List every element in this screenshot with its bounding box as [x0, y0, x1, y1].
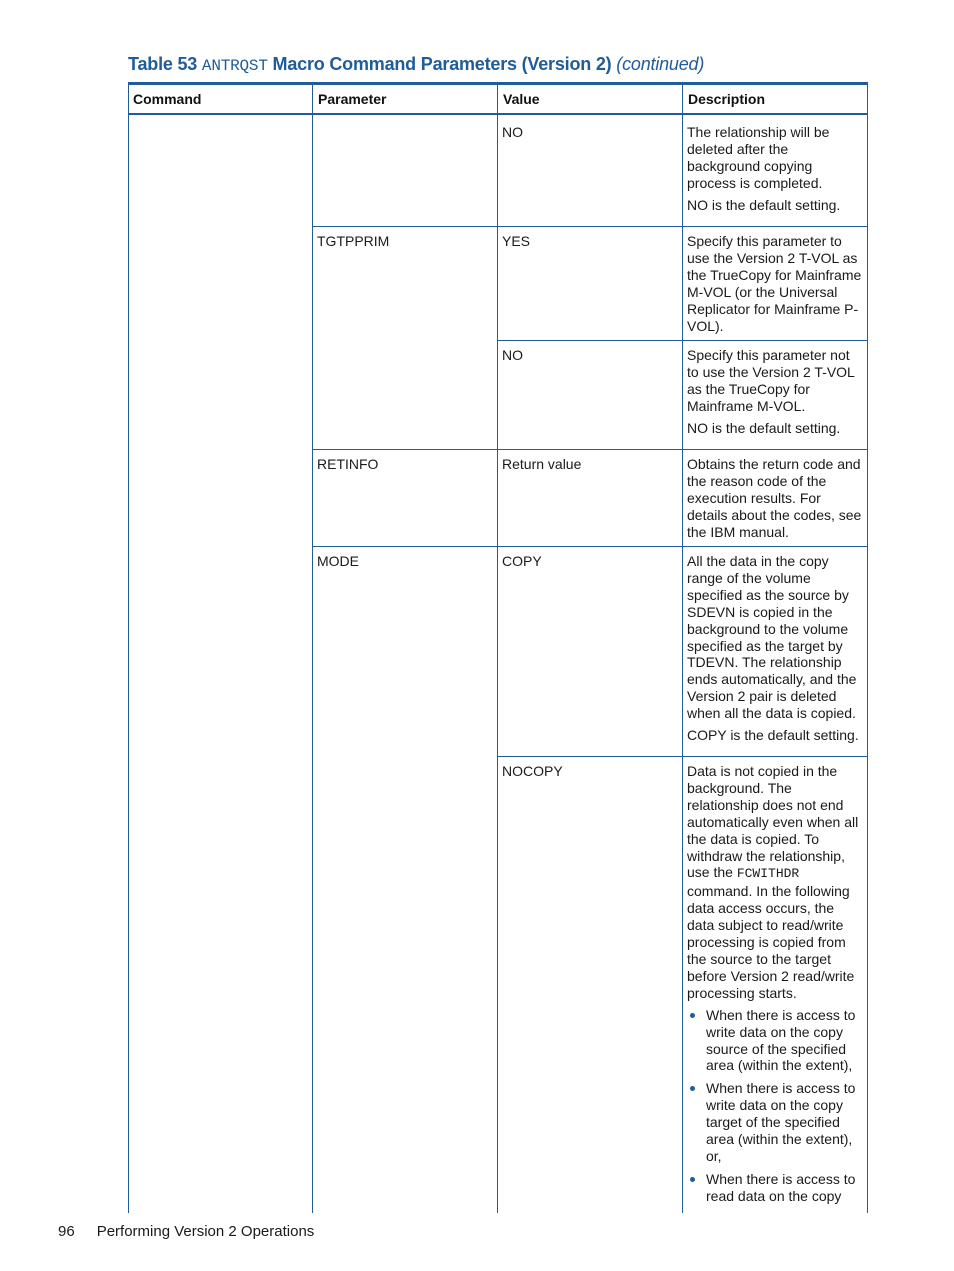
- description-text: COPY is the default setting.: [687, 727, 859, 744]
- list-item: When there is access to read data on the copy: [687, 1171, 865, 1205]
- cell-parameter: RETINFO: [317, 456, 379, 472]
- page-footer: [58, 1223, 314, 1240]
- row-divider: [312, 449, 868, 450]
- description-text: The relationship will be deleted after the background copying process is completed.: [687, 124, 830, 191]
- parameters-table: [128, 82, 868, 1213]
- table-border-left: [128, 85, 129, 1213]
- page-number: 96: [58, 1223, 75, 1240]
- caption-macro-name: ANTRQST: [201, 57, 268, 75]
- description-text: All the data in the copy range of the volume specified as the source by SDEVN is copied in the background to the volume specified as the target by TDEVN. The relationship ends automatically, and the Version 2 pair is deleted when all the data is copied.: [687, 553, 857, 722]
- description-text: Specify this parameter not to use the Version 2 T-VOL as the TrueCopy for Mainframe M-VOL.: [687, 347, 855, 414]
- cell-value: NO: [502, 347, 523, 363]
- cell-value: YES: [502, 233, 531, 249]
- description-text: Obtains the return code and the reason code of the execution results. For details about the codes, see the IBM manual.: [687, 456, 862, 540]
- cell-value: NOCOPY: [502, 763, 563, 779]
- cell-value: Return value: [502, 456, 582, 472]
- description-text: command. In the following data access occurs, the data subject to read/write processing is copied from the source to the target before Version 2 read/write processing starts.: [687, 883, 855, 1001]
- table-caption: [128, 54, 704, 75]
- row-divider: [312, 546, 868, 547]
- description-text: Specify this parameter to use the Version 2 T-VOL as the TrueCopy for Mainframe M-VOL (or the Universal Replicator for Mainframe P-VOL).: [687, 233, 862, 334]
- column-divider: [312, 85, 313, 1213]
- cell-parameter: TGTPPRIM: [317, 233, 390, 249]
- cell-parameter: MODE: [317, 553, 359, 569]
- row-divider: [497, 756, 868, 757]
- cell-value: COPY: [502, 553, 542, 569]
- cell-description: [687, 233, 865, 339]
- cell-description: [687, 456, 865, 546]
- row-divider: [312, 226, 868, 227]
- description-text: Data is not copied in the background. The relationship does not end automatically even when all the data is copied. To withdraw the relationship, use the: [687, 763, 859, 881]
- description-text: NO is the default setting.: [687, 196, 841, 213]
- bullet-list: [687, 1007, 865, 1205]
- cell-description: [687, 553, 865, 749]
- cell-description: [687, 763, 865, 1211]
- row-divider: [497, 340, 868, 341]
- column-divider: [497, 85, 498, 1213]
- table-border-right: [867, 85, 868, 1213]
- list-item: When there is access to write data on the copy target of the specified area (within the extent), or,: [687, 1080, 865, 1165]
- footer-section-title: Performing Version 2 Operations: [96, 1223, 315, 1240]
- command-code: FCWITHDR: [736, 866, 800, 882]
- caption-table-number: Table 53: [128, 54, 198, 74]
- header-command: Command: [128, 85, 313, 115]
- cell-description: [687, 347, 865, 442]
- caption-title: Macro Command Parameters (Version 2): [272, 54, 612, 74]
- cell-value: NO: [502, 124, 523, 140]
- header-parameter: Parameter: [313, 85, 498, 115]
- description-text: NO is the default setting.: [687, 419, 841, 436]
- header-value: Value: [498, 85, 683, 115]
- header-description: Description: [683, 85, 868, 115]
- list-item: When there is access to write data on the copy source of the specified area (within the extent),: [687, 1007, 865, 1075]
- cell-description: [687, 124, 865, 219]
- column-divider: [682, 85, 683, 1213]
- caption-continued: (continued): [616, 54, 705, 74]
